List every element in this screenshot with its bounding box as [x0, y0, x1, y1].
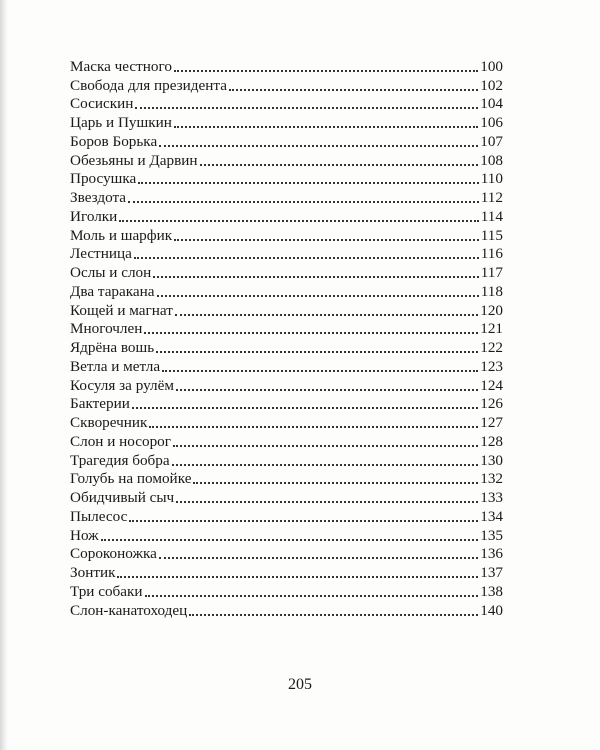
toc-entry-page-number: 120 [480, 301, 503, 319]
toc-entry-page-number: 122 [480, 339, 503, 356]
toc-entry [70, 582, 503, 601]
dot-leader [176, 501, 478, 503]
dot-leader [159, 145, 478, 147]
toc-entry-page-number: 108 [480, 151, 503, 169]
toc-entry-page-number: 104 [480, 95, 503, 113]
dot-leader [200, 164, 479, 166]
page-number: 205 [288, 676, 312, 693]
toc-entry-title: Скворечник [70, 414, 148, 431]
toc-entry-title: Обезьяны и Дарвин [70, 151, 198, 169]
dot-leader [145, 595, 479, 597]
toc-entry-title: Слон-канатоходец [70, 601, 188, 619]
dot-leader [173, 445, 478, 447]
toc-entry-page-number: 137 [480, 564, 503, 581]
toc-entry-page-number: 107 [480, 132, 503, 150]
toc-entry-title: Лестница [70, 245, 132, 263]
toc-entry-page-number: 140 [480, 601, 503, 619]
toc-entry [70, 413, 503, 432]
dot-leader [149, 426, 478, 428]
toc-entry-title: Зонтик [70, 564, 116, 581]
toc-entry-page-number: 100 [480, 57, 503, 75]
dot-leader [159, 557, 478, 559]
toc-entry-title: Моль и шарфик [70, 226, 173, 244]
dot-leader [128, 201, 479, 203]
toc-entry-title: Слон и носорог [70, 432, 172, 450]
page-edge-shadow [0, 0, 8, 750]
toc-entry-title: Два таракана [70, 282, 155, 300]
toc-entry [70, 113, 503, 132]
dot-leader [135, 107, 478, 109]
toc-entry-title: Косуля за рулём [70, 376, 174, 394]
dot-leader [134, 257, 479, 259]
dot-leader [101, 539, 479, 541]
toc-entry-page-number: 124 [480, 376, 503, 394]
dot-leader [174, 70, 478, 72]
toc-entry [70, 245, 503, 264]
toc-entry-title: Пылесос [70, 507, 128, 525]
toc-entry-title: Бактерии [70, 395, 130, 413]
toc-entry-title: Царь и Пушкин [70, 114, 172, 131]
dot-leader [144, 332, 478, 334]
toc-entry-page-number: 121 [480, 320, 503, 338]
toc-entry-page-number: 112 [480, 189, 503, 206]
toc-entry-page-number: 138 [480, 582, 503, 600]
toc-entry [70, 263, 503, 282]
toc-entry [70, 207, 503, 226]
toc-entry-title: Звездота [70, 189, 127, 206]
toc-entry-page-number: 135 [480, 526, 503, 544]
toc-entry-title: Сосискин [70, 95, 134, 113]
dot-leader [172, 464, 479, 466]
toc-entry-page-number: 115 [480, 226, 503, 244]
toc-entry [70, 488, 503, 507]
toc-entry-title: Нож [70, 526, 99, 544]
table-of-contents [70, 57, 503, 620]
toc-entry [70, 526, 503, 545]
toc-entry [70, 226, 503, 245]
toc-entry [70, 301, 503, 320]
toc-entry-page-number: 128 [480, 432, 503, 450]
toc-entry [70, 57, 503, 76]
toc-entry-page-number: 134 [480, 507, 503, 525]
toc-entry [70, 338, 503, 357]
toc-entry-title: Трагедия бобра [70, 451, 170, 469]
toc-entry [70, 451, 503, 470]
toc-entry-page-number: 106 [480, 114, 503, 131]
toc-entry-title: Ядрёна вошь [70, 339, 155, 356]
toc-entry-page-number: 133 [480, 489, 503, 506]
toc-entry [70, 95, 503, 114]
dot-leader [157, 295, 479, 297]
dot-leader [156, 351, 478, 353]
dot-leader [193, 482, 478, 484]
toc-entry [70, 470, 503, 489]
dot-leader [176, 389, 478, 391]
toc-entry-title: Ослы и слон [70, 264, 152, 281]
dot-leader [119, 220, 478, 222]
toc-entry-page-number: 123 [480, 357, 503, 375]
dot-leader [189, 614, 478, 616]
toc-entry-title: Сороконожка [70, 545, 157, 563]
dot-leader [174, 239, 479, 241]
toc-entry-title: Кощей и магнат [70, 301, 173, 319]
toc-entry [70, 132, 503, 151]
toc-entry-page-number: 136 [480, 545, 503, 563]
toc-entry [70, 320, 503, 339]
dot-leader [229, 89, 478, 91]
toc-entry-title: Просушка [70, 170, 137, 188]
toc-entry [70, 188, 503, 207]
dot-leader [162, 370, 478, 372]
toc-entry-title: Ветла и метла [70, 357, 161, 375]
toc-entry [70, 545, 503, 564]
dot-leader [138, 182, 479, 184]
toc-entry [70, 395, 503, 414]
toc-entry [70, 151, 503, 170]
dot-leader [175, 314, 478, 316]
toc-entry-page-number: 117 [480, 264, 503, 281]
dot-leader [117, 576, 478, 578]
toc-entry-page-number: 130 [480, 451, 503, 469]
toc-entry-page-number: 127 [480, 414, 503, 431]
dot-leader [174, 126, 478, 128]
dot-leader [153, 276, 479, 278]
dot-leader [132, 407, 478, 409]
toc-entry [70, 357, 503, 376]
toc-entry-title: Голубь на помойке [70, 470, 192, 488]
toc-entry [70, 170, 503, 189]
toc-entry-title: Многочлен [70, 320, 143, 338]
toc-entry [70, 507, 503, 526]
toc-entry-page-number: 116 [480, 245, 503, 263]
toc-entry [70, 76, 503, 95]
toc-entry [70, 563, 503, 582]
toc-entry [70, 282, 503, 301]
toc-entry-page-number: 102 [480, 76, 503, 94]
toc-entry-title: Три собаки [70, 582, 143, 600]
toc-entry-page-number: 114 [480, 207, 503, 225]
dot-leader [129, 520, 478, 522]
toc-entry-page-number: 110 [480, 170, 503, 188]
toc-entry-page-number: 118 [480, 282, 503, 300]
toc-entry-title: Иголки [70, 207, 118, 225]
toc-entry [70, 601, 503, 620]
toc-entry-title: Обидчивый сыч [70, 489, 175, 506]
toc-entry-title: Свобода для президента [70, 76, 227, 94]
toc-entry-page-number: 132 [480, 470, 503, 488]
toc-entry-title: Маска честного [70, 57, 172, 75]
toc-entry-title: Боров Борька [70, 132, 158, 150]
toc-entry [70, 432, 503, 451]
toc-entry [70, 376, 503, 395]
toc-entry-page-number: 126 [480, 395, 503, 413]
